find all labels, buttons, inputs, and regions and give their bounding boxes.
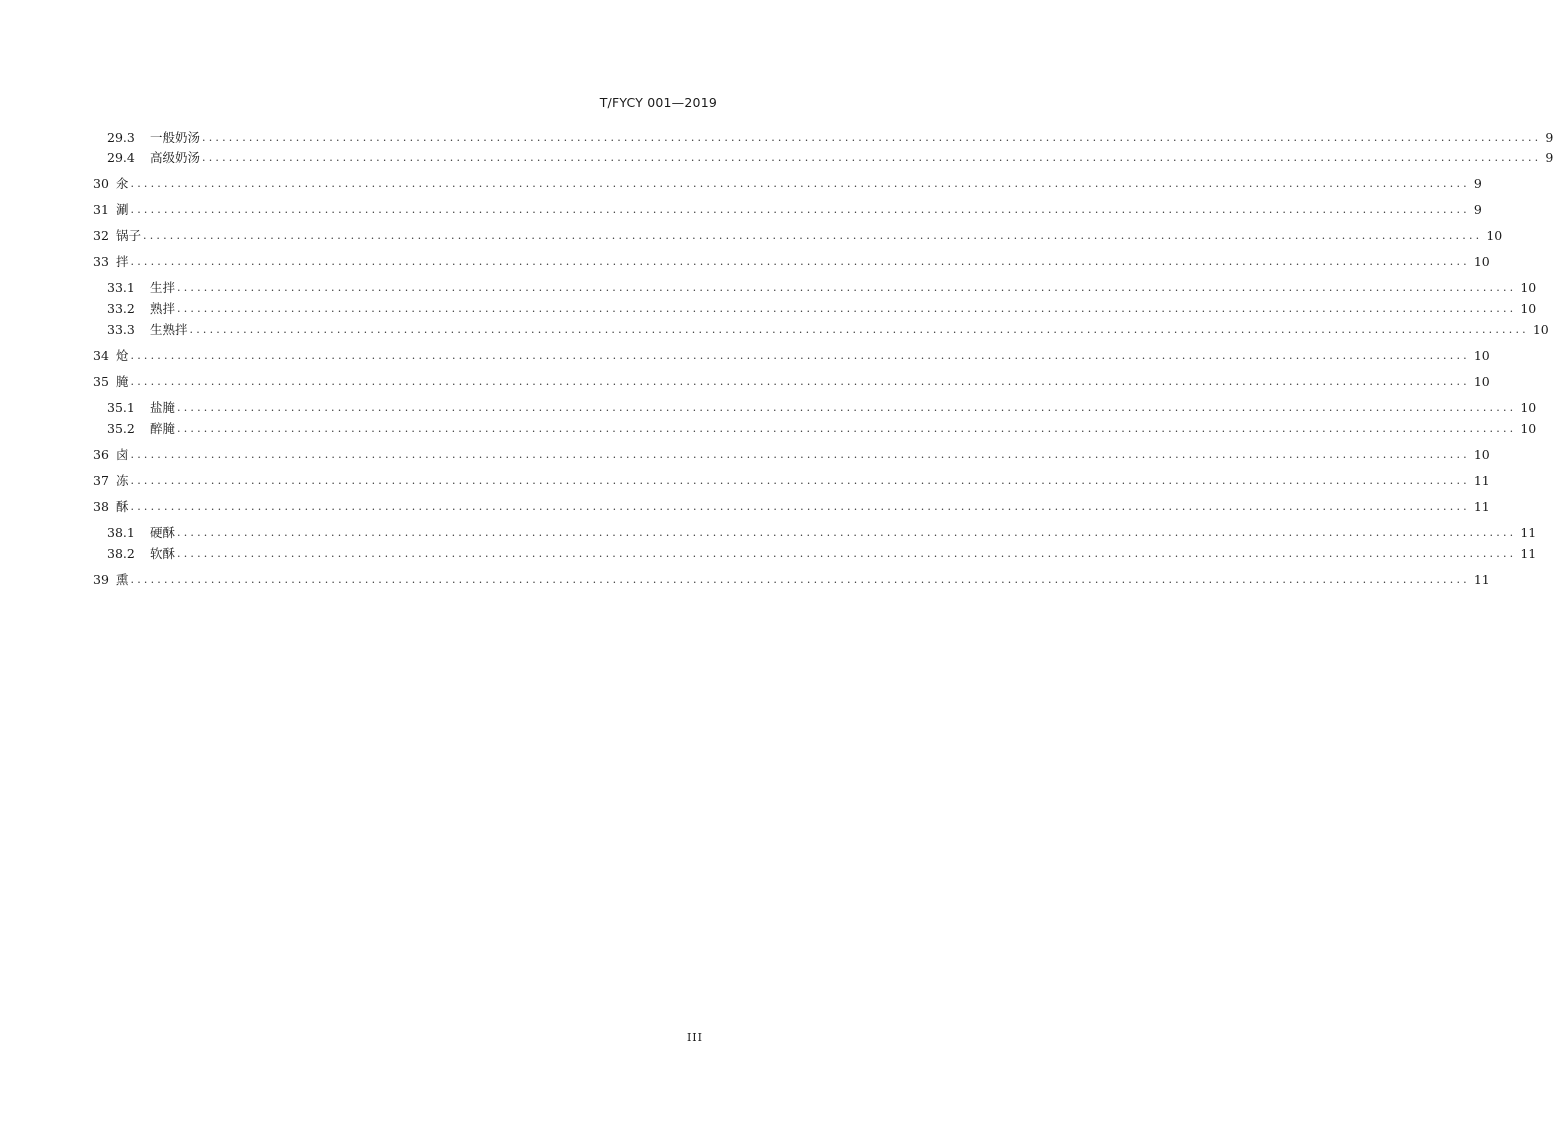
toc-dot-leader: ........................................................................................................................................................................................................ bbox=[130, 349, 1470, 362]
toc-entry-number: 29.3 bbox=[107, 130, 135, 145]
toc-entry-page: 10 bbox=[1520, 400, 1537, 415]
toc-entry-page: 9 bbox=[1473, 176, 1482, 191]
toc-entry-title: 卤 bbox=[116, 447, 129, 462]
toc-entry[interactable] bbox=[93, 472, 1490, 490]
toc-dot-leader: ........................................................................................................................................................................................................ bbox=[202, 131, 1542, 144]
toc-entry-title: 熟拌 bbox=[150, 301, 176, 316]
toc-dot-leader: ........................................................................................................................................................................................................ bbox=[130, 500, 1470, 513]
toc-entry-number: 33.3 bbox=[107, 322, 135, 337]
toc-entry-page: 9 bbox=[1545, 150, 1553, 165]
toc-entry-title: 硬酥 bbox=[150, 525, 176, 540]
toc-entry-number: 29.4 bbox=[107, 150, 135, 165]
toc-entry[interactable] bbox=[107, 420, 1537, 438]
toc-entry[interactable] bbox=[93, 175, 1482, 193]
toc-entry[interactable] bbox=[93, 446, 1490, 464]
toc-entry-number: 36 bbox=[93, 447, 109, 462]
toc-entry-number: 32 bbox=[93, 228, 109, 243]
toc-entry-title: 氽 bbox=[116, 176, 129, 191]
toc-entry[interactable] bbox=[107, 129, 1553, 147]
toc-entry-page: 11 bbox=[1520, 525, 1537, 540]
toc-entry[interactable] bbox=[93, 201, 1482, 219]
toc-dot-leader: ........................................................................................................................................................................................................ bbox=[130, 573, 1470, 586]
toc-entry-number: 37 bbox=[93, 473, 109, 488]
toc-entry[interactable] bbox=[107, 399, 1537, 417]
toc-entry-page: 11 bbox=[1473, 499, 1490, 514]
toc-entry[interactable] bbox=[107, 545, 1537, 563]
toc-entry-page: 11 bbox=[1473, 572, 1490, 587]
toc-dot-leader: ........................................................................................................................................................................................................ bbox=[177, 547, 1517, 560]
toc-entry-number: 38.1 bbox=[107, 525, 135, 540]
toc-entry[interactable] bbox=[93, 571, 1490, 589]
toc-entry-page: 10 bbox=[1486, 228, 1503, 243]
toc-dot-leader: ........................................................................................................................................................................................................ bbox=[177, 302, 1517, 315]
toc-entry-title: 酥 bbox=[116, 499, 129, 514]
toc-entry-page: 10 bbox=[1532, 322, 1549, 337]
toc-entry[interactable] bbox=[93, 498, 1490, 516]
toc-entry-page: 10 bbox=[1520, 421, 1537, 436]
toc-entry-title: 醉腌 bbox=[150, 421, 176, 436]
toc-entry-page: 10 bbox=[1473, 374, 1490, 389]
toc-entry[interactable] bbox=[93, 347, 1490, 365]
toc-entry-page: 10 bbox=[1520, 301, 1537, 316]
toc-entry-number: 35.2 bbox=[107, 421, 135, 436]
toc-entry-title: 高级奶汤 bbox=[150, 150, 201, 165]
toc-dot-leader: ........................................................................................................................................................................................................ bbox=[143, 229, 1483, 242]
toc-entry-title: 冻 bbox=[116, 473, 129, 488]
toc-entry[interactable] bbox=[107, 149, 1553, 167]
toc-entry-page: 9 bbox=[1473, 202, 1482, 217]
toc-entry[interactable] bbox=[93, 373, 1490, 391]
toc-entry-page: 10 bbox=[1473, 254, 1490, 269]
toc-entry-title: 拌 bbox=[116, 254, 129, 269]
toc-entry-title: 炝 bbox=[116, 348, 129, 363]
toc-entry[interactable] bbox=[93, 253, 1490, 271]
toc-entry-title: 一般奶汤 bbox=[150, 130, 201, 145]
toc-entry[interactable] bbox=[107, 279, 1537, 297]
toc-entry-title: 涮 bbox=[116, 202, 129, 217]
toc-entry-title: 软酥 bbox=[150, 546, 176, 561]
toc-entry-title: 锅子 bbox=[116, 228, 142, 243]
toc-dot-leader: ........................................................................................................................................................................................................ bbox=[130, 177, 1470, 190]
toc-entry-number: 30 bbox=[93, 176, 109, 191]
toc-dot-leader: ........................................................................................................................................................................................................ bbox=[130, 375, 1470, 388]
toc-dot-leader: ........................................................................................................................................................................................................ bbox=[130, 448, 1470, 461]
toc-entry-number: 33.1 bbox=[107, 280, 135, 295]
toc-entry-page: 9 bbox=[1545, 130, 1553, 145]
toc-entry-number: 31 bbox=[93, 202, 109, 217]
toc-dot-leader: ........................................................................................................................................................................................................ bbox=[130, 255, 1470, 268]
toc-dot-leader: ........................................................................................................................................................................................................ bbox=[189, 323, 1529, 336]
toc-entry[interactable] bbox=[107, 524, 1537, 542]
toc-entry[interactable] bbox=[93, 227, 1503, 245]
toc-entry-page: 11 bbox=[1520, 546, 1537, 561]
toc-entry-page: 10 bbox=[1520, 280, 1537, 295]
toc-entry-title: 生拌 bbox=[150, 280, 176, 295]
toc-dot-leader: ........................................................................................................................................................................................................ bbox=[177, 422, 1517, 435]
toc-entry-number: 34 bbox=[93, 348, 109, 363]
toc-entry-number: 35.1 bbox=[107, 400, 135, 415]
toc-dot-leader: ........................................................................................................................................................................................................ bbox=[177, 526, 1517, 539]
document-code: T/FYCY 001—2019 bbox=[599, 95, 717, 110]
toc-entry-number: 33.2 bbox=[107, 301, 135, 316]
toc-entry-title: 生熟拌 bbox=[150, 322, 188, 337]
toc-entry-page: 10 bbox=[1473, 348, 1490, 363]
toc-entry-title: 腌 bbox=[116, 374, 129, 389]
toc-entry-title: 盐腌 bbox=[150, 400, 176, 415]
toc-entry[interactable] bbox=[107, 300, 1537, 318]
toc-entry-number: 38 bbox=[93, 499, 109, 514]
toc-entry-number: 38.2 bbox=[107, 546, 135, 561]
toc-dot-leader: ........................................................................................................................................................................................................ bbox=[130, 203, 1470, 216]
toc-dot-leader: ........................................................................................................................................................................................................ bbox=[202, 151, 1542, 164]
toc-entry-number: 39 bbox=[93, 572, 109, 587]
toc-entry-title: 熏 bbox=[116, 572, 129, 587]
toc-dot-leader: ........................................................................................................................................................................................................ bbox=[177, 401, 1517, 414]
toc-entry-page: 11 bbox=[1473, 473, 1490, 488]
toc-entry-number: 33 bbox=[93, 254, 109, 269]
toc-entry-number: 35 bbox=[93, 374, 109, 389]
page-number: III bbox=[686, 1031, 703, 1044]
toc-dot-leader: ........................................................................................................................................................................................................ bbox=[177, 281, 1517, 294]
toc-entry-page: 10 bbox=[1473, 447, 1490, 462]
toc-entry[interactable] bbox=[107, 321, 1549, 339]
toc-dot-leader: ........................................................................................................................................................................................................ bbox=[130, 474, 1470, 487]
